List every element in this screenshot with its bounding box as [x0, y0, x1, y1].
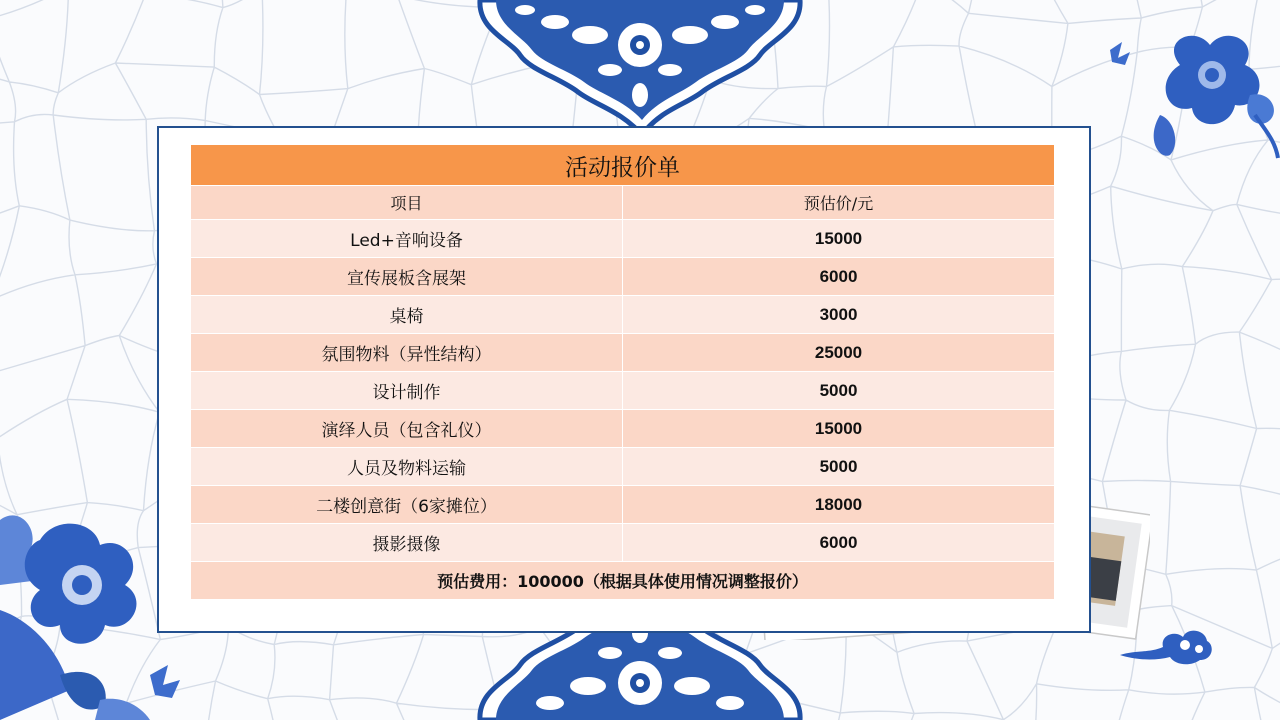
top-right-peony-flower-icon	[1100, 20, 1280, 170]
item-cell: 氛围物料（异性结构）	[191, 334, 623, 372]
table-title-row	[191, 145, 1055, 186]
top-porcelain-ornament-icon	[470, 0, 810, 140]
item-cell: 设计制作	[191, 372, 623, 410]
item-cell: 二楼创意街（6家摊位）	[191, 486, 623, 524]
table-row	[191, 258, 1055, 296]
auspicious-cloud-icon	[1115, 625, 1215, 670]
table-row	[191, 334, 1055, 372]
price-cell: 6000	[623, 524, 1055, 562]
item-cell: Led+音响设备	[191, 220, 623, 258]
table-header-row	[191, 186, 1055, 220]
price-cell: 3000	[623, 296, 1055, 334]
table-row	[191, 220, 1055, 258]
price-cell: 5000	[623, 448, 1055, 486]
table-row	[191, 296, 1055, 334]
total-estimate: 预估费用：100000（根据具体使用情况调整报价）	[191, 562, 1055, 600]
price-cell: 15000	[623, 410, 1055, 448]
item-cell: 摄影摄像	[191, 524, 623, 562]
item-cell: 桌椅	[191, 296, 623, 334]
price-cell: 18000	[623, 486, 1055, 524]
item-cell: 人员及物料运输	[191, 448, 623, 486]
item-cell: 演绎人员（包含礼仪）	[191, 410, 623, 448]
quote-table	[190, 144, 1055, 600]
table-title: 活动报价单	[191, 145, 1055, 186]
column-header-item: 项目	[191, 186, 623, 220]
table-row	[191, 448, 1055, 486]
price-cell: 6000	[623, 258, 1055, 296]
table-row	[191, 372, 1055, 410]
table-row	[191, 410, 1055, 448]
column-header-price: 预估价/元	[623, 186, 1055, 220]
price-cell: 25000	[623, 334, 1055, 372]
table-total-row	[191, 562, 1055, 600]
table-row	[191, 486, 1055, 524]
item-cell: 宣传展板含展架	[191, 258, 623, 296]
table-row	[191, 524, 1055, 562]
price-cell: 5000	[623, 372, 1055, 410]
price-cell: 15000	[623, 220, 1055, 258]
